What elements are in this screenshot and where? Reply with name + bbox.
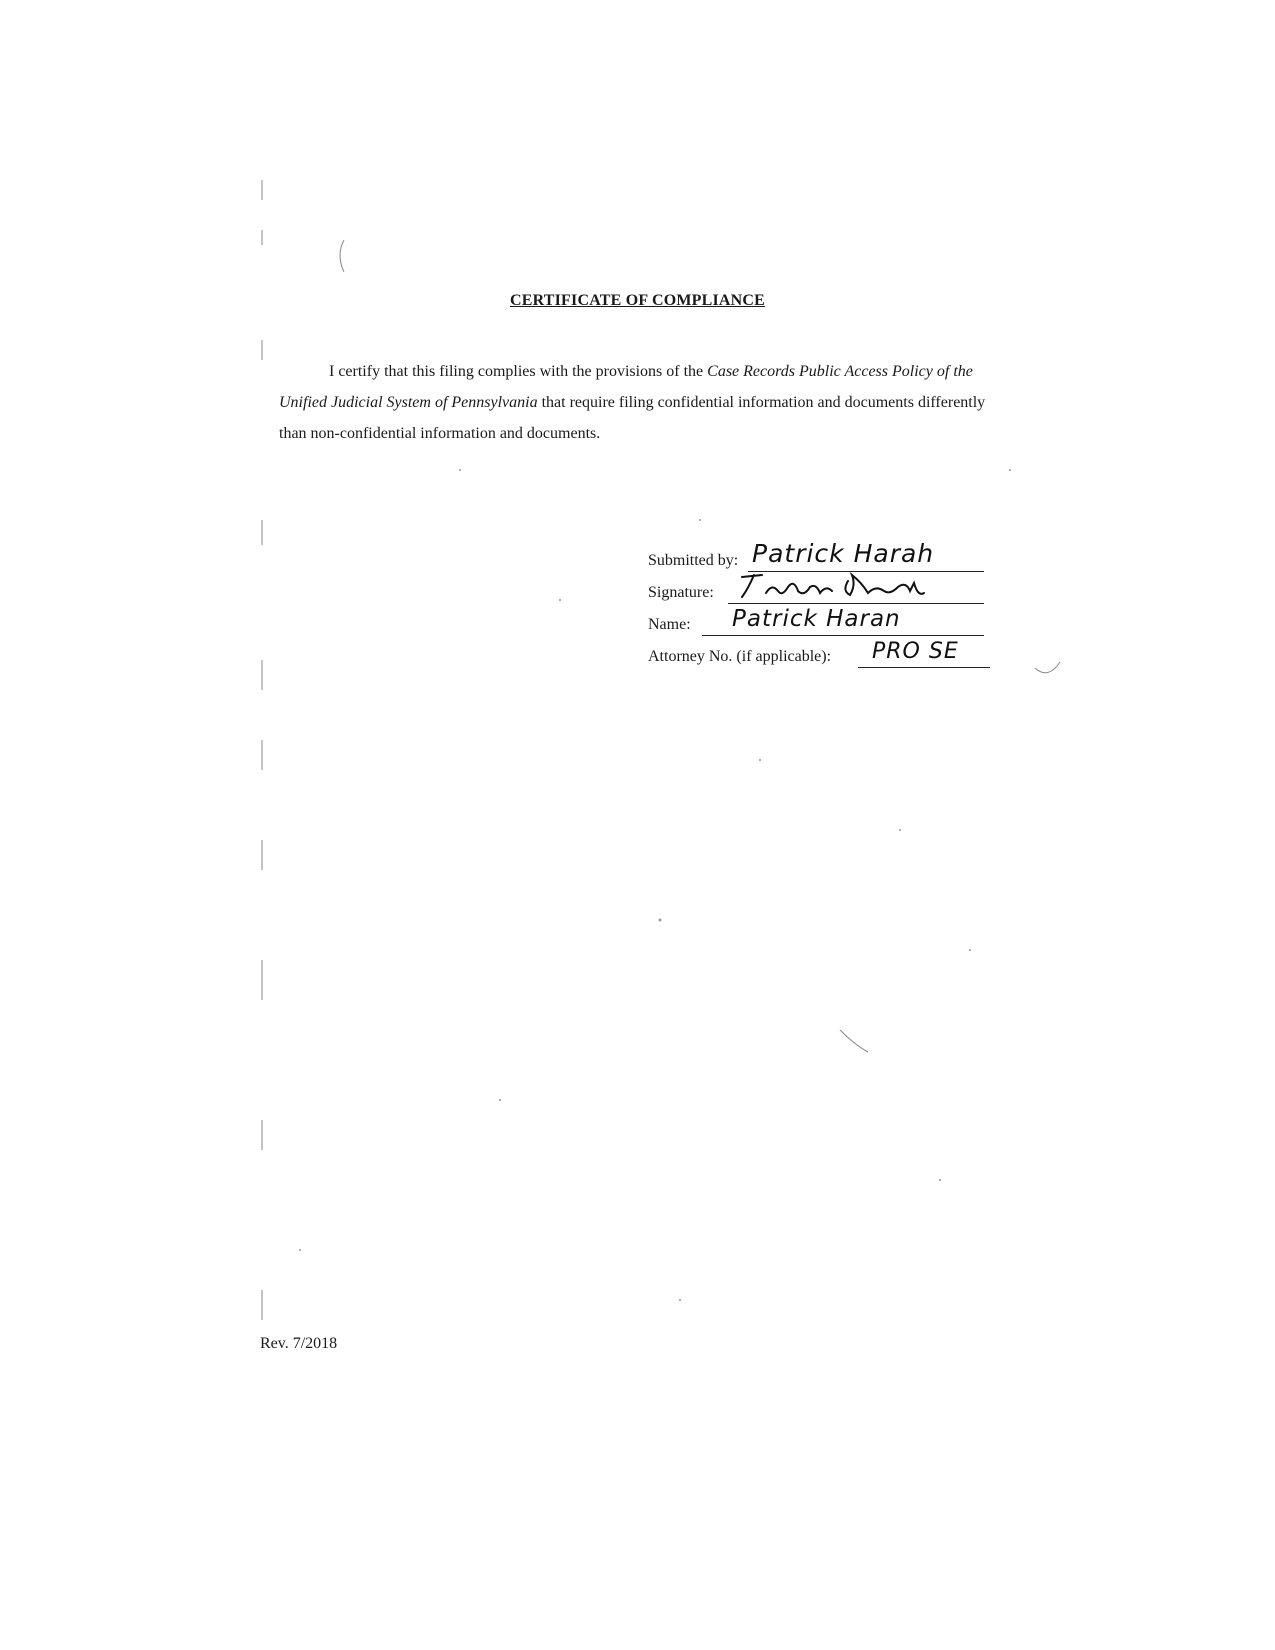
revision-note: Rev. 7/2018	[260, 1335, 338, 1352]
attorney-row	[648, 636, 1008, 668]
attorney-label: Attorney No. (if applicable):	[648, 648, 832, 665]
policy-title: Case Records Public Access Policy of the Unified Judicial System of Pennsylvania	[279, 363, 973, 411]
certification-paragraph	[279, 356, 999, 449]
paragraph-text-1: I certify that this filing complies with the provisions of the	[329, 363, 708, 380]
page-title: CERTIFICATE OF COMPLIANCE	[509, 292, 766, 309]
attorney-handwriting: PRO SE	[872, 639, 959, 664]
attorney-line	[858, 627, 990, 668]
name-handwriting: Patrick Haran	[732, 606, 901, 632]
submitted-by-label: Submitted by:	[648, 552, 739, 569]
signature-label: Signature:	[648, 584, 714, 601]
paragraph-text-2: that require filing confidential information and documents differently than non-confidential information and documents.	[279, 394, 986, 442]
signature-block	[648, 540, 1008, 668]
submitted-by-handwriting: Patrick Harah	[752, 539, 935, 568]
name-label: Name:	[648, 616, 691, 633]
